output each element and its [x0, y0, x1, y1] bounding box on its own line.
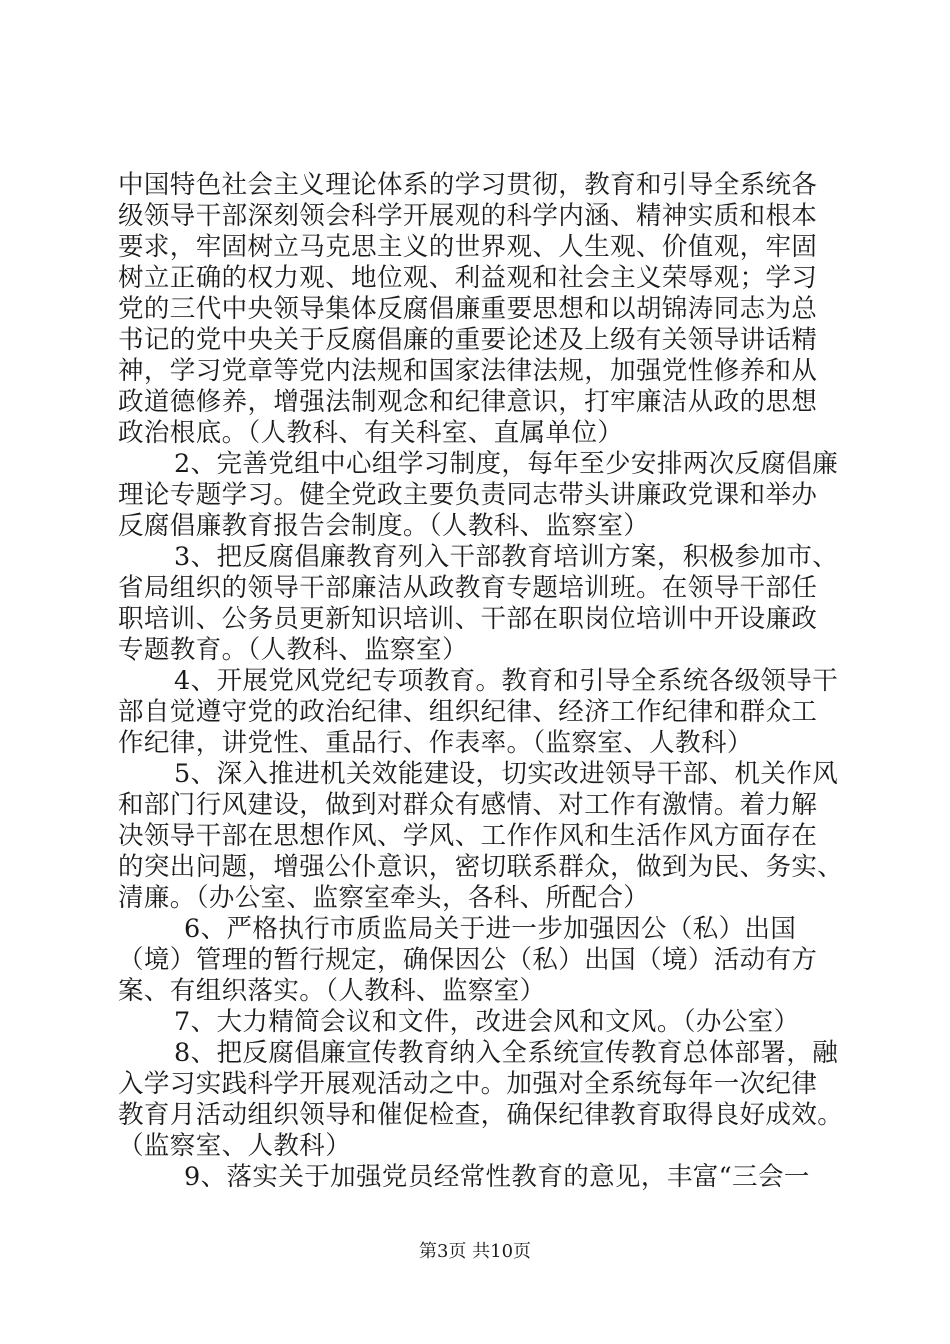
- body-text: [118, 170, 844, 1193]
- text-line: 党的三代中央领导集体反腐倡廉重要思想和以胡锦涛同志为总: [118, 294, 818, 324]
- text-line: 神，学习党章等党内法规和国家法律法规，加强党性修养和从: [118, 356, 818, 386]
- text-line: 级领导干部深刻领会科学开展观的科学内涵、精神实质和根本: [118, 201, 818, 231]
- text-line: 的突出问题，增强公仆意识，密切联系群众，做到为民、务实、: [118, 852, 844, 882]
- text-line: （监察室、人教科）: [118, 1131, 352, 1161]
- text-line: 政治根底。（人教科、有关科室、直属单位）: [118, 418, 624, 448]
- text-line: 政道德修养，增强法制观念和纪律意识，打牢廉洁从政的思想: [118, 387, 818, 417]
- text-line: 职培训、公务员更新知识培训、干部在职岗位培训中开设廉政: [118, 604, 818, 634]
- text-line: 作纪律，讲党性、重品行、作表率。（监察室、人教科）: [118, 728, 753, 758]
- text-line: 要求，牢固树立马克思主义的世界观、人生观、价值观，牢固: [118, 232, 818, 262]
- text-line: 专题教育。（人教科、监察室）: [118, 635, 468, 665]
- text-line: 案、有组织落实。（人教科、监察室）: [118, 976, 546, 1006]
- text-line: 书记的党中央关于反腐倡廉的重要论述及上级有关领导讲话精: [118, 325, 818, 355]
- paragraph-start-line: 8、把反腐倡廉宣传教育纳入全系统宣传教育总体部署，融: [174, 1038, 839, 1068]
- text-line: 反腐倡廉教育报告会制度。（人教科、监察室）: [118, 511, 650, 541]
- paragraph-start-line: 6、严格执行市质监局关于进一步加强因公（私）出国: [184, 914, 797, 944]
- text-line: 部自觉遵守党的政治纪律、组织纪律、经济工作纪律和群众工: [118, 697, 818, 727]
- paragraph-start-line: 2、完善党组中心组学习制度，每年至少安排两次反腐倡廉: [174, 449, 839, 479]
- text-line: 和部门行风建设，做到对群众有感情、对工作有激情。着力解: [118, 790, 818, 820]
- paragraph-start-line: 7、大力精简会议和文件，改进会风和文风。（办公室）: [174, 1007, 800, 1037]
- paragraph-start-line: 9、落实关于加强党员经常性教育的意见，丰富“三会一: [184, 1162, 810, 1192]
- text-line: 清廉。（办公室、监察室牵头，各科、所配合）: [118, 883, 650, 913]
- text-line: 省局组织的领导干部廉洁从政教育专题培训班。在领导干部任: [118, 573, 818, 603]
- page-number-footer: 第3页 共10页: [418, 1241, 532, 1262]
- text-line: 入学习实践科学开展观活动之中。加强对全系统每年一次纪律: [118, 1069, 818, 1099]
- paragraph-start-line: 4、开展党风党纪专项教育。教育和引导全系统各级领导干: [174, 666, 839, 696]
- text-line: 中国特色社会主义理论体系的学习贯彻，教育和引导全系统各: [118, 170, 818, 200]
- text-line: 树立正确的权力观、地位观、利益观和社会主义荣辱观；学习: [118, 263, 818, 293]
- text-line: 教育月活动组织领导和催促检查，确保纪律教育取得良好成效。: [118, 1100, 844, 1130]
- text-line: （境）管理的暂行规定，确保因公（私）出国（境）活动有方: [118, 945, 818, 975]
- text-line: 决领导干部在思想作风、学风、工作作风和生活作风方面存在: [118, 821, 818, 851]
- text-line: 理论专题学习。健全党政主要负责同志带头讲廉政党课和举办: [118, 480, 818, 510]
- paragraph-start-line: 5、深入推进机关效能建设，切实改进领导干部、机关作风: [174, 759, 839, 789]
- paragraph-start-line: 3、把反腐倡廉教育列入干部教育培训方案，积极参加市、: [174, 542, 839, 572]
